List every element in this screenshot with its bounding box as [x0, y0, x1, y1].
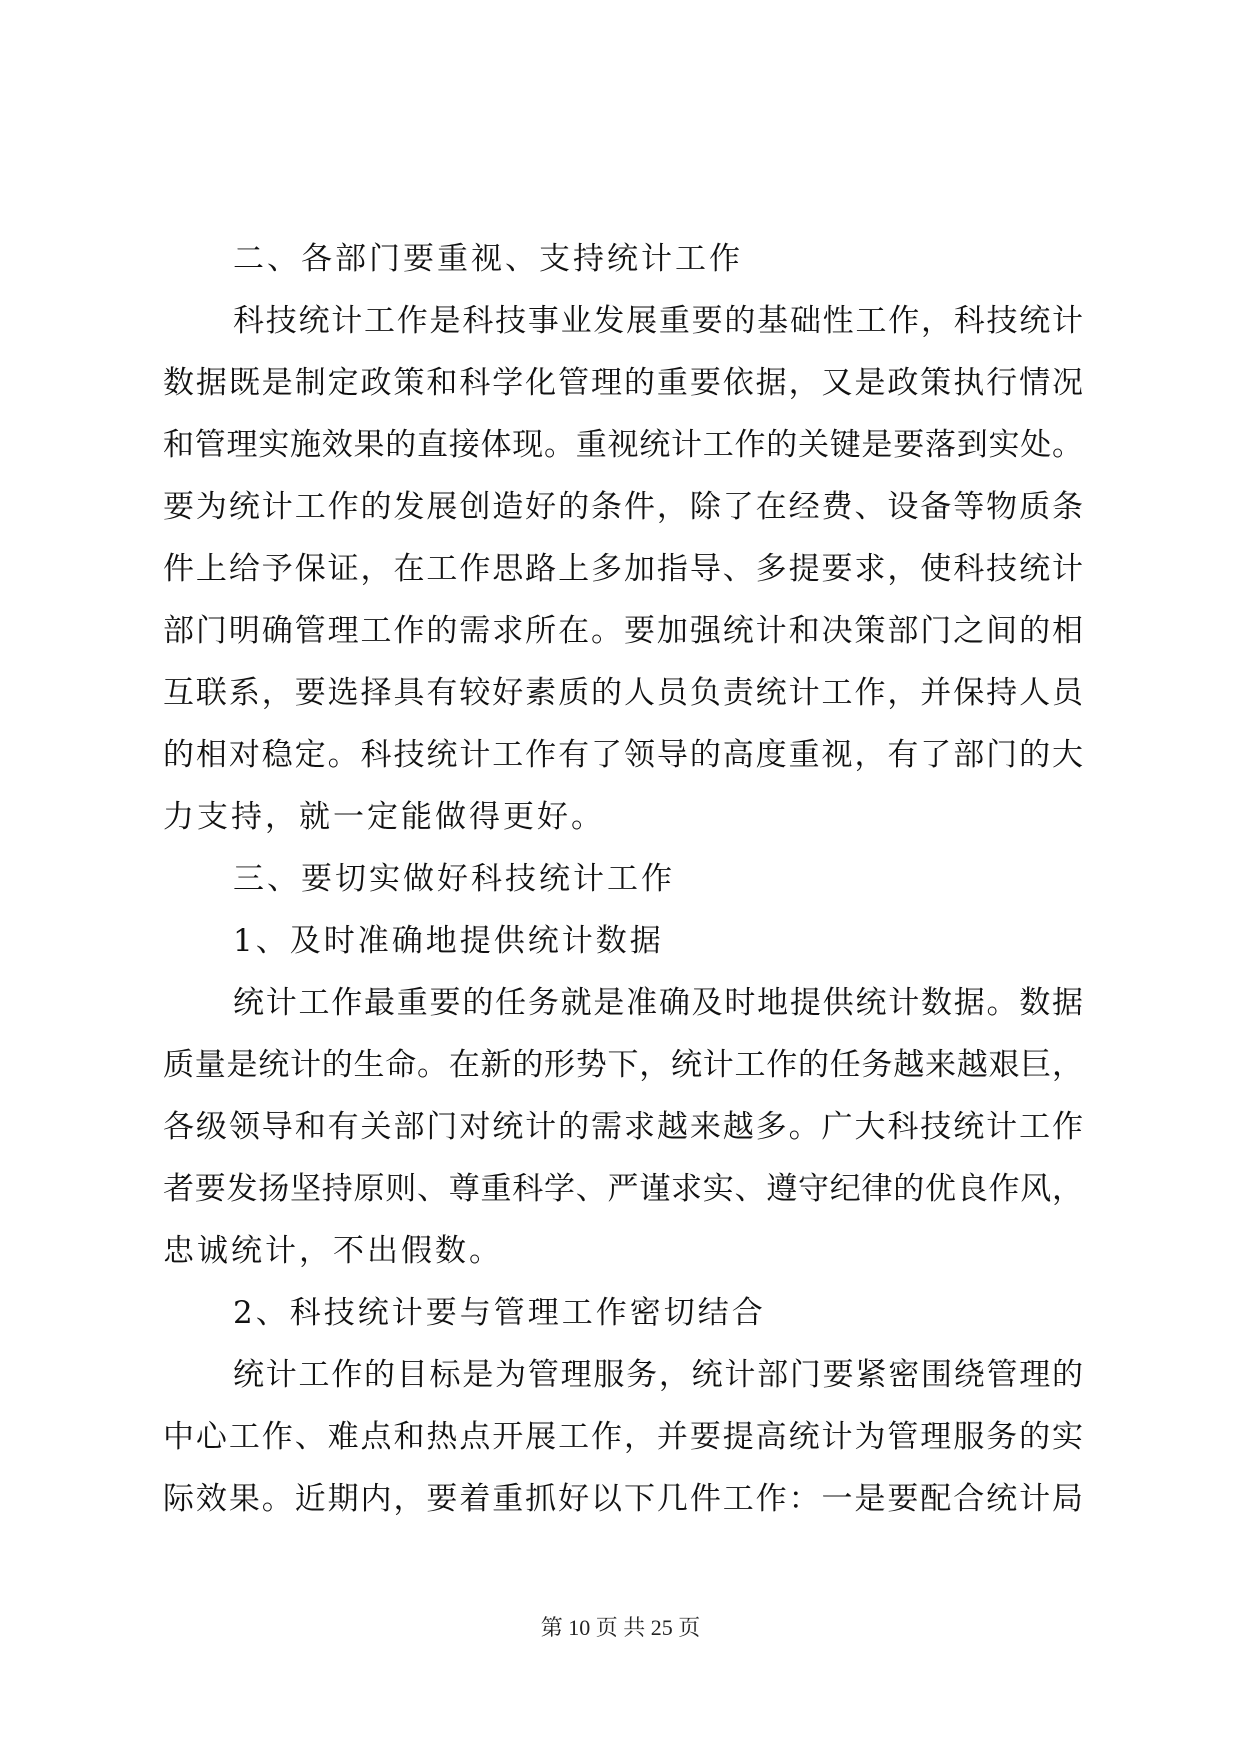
- paragraph-line: 数据既是制定政策和科学化管理的重要依据，又是政策执行情况: [163, 365, 1083, 401]
- section-heading-2: 二、各部门要重视、支持统计工作: [233, 241, 743, 277]
- paragraph-line: 中心工作、难点和热点开展工作，并要提高统计为管理服务的实: [163, 1419, 1083, 1455]
- paragraph-line: 统计工作的目标是为管理服务，统计部门要紧密围绕管理的: [233, 1357, 1083, 1393]
- paragraph-line: 际效果。近期内，要着重抓好以下几件工作：一是要配合统计局: [163, 1481, 1083, 1517]
- paragraph-line: 统计工作最重要的任务就是准确及时地提供统计数据。数据: [233, 985, 1083, 1021]
- paragraph-line: 要为统计工作的发展创造好的条件，除了在经费、设备等物质条: [163, 489, 1083, 525]
- section-heading-3: 三、要切实做好科技统计工作: [233, 861, 675, 897]
- paragraph-line: 科技统计工作是科技事业发展重要的基础性工作，科技统计: [233, 303, 1083, 339]
- subsection-heading-2: 2、科技统计要与管理工作密切结合: [233, 1295, 766, 1331]
- paragraph-line: 忠诚统计，不出假数。: [163, 1233, 503, 1269]
- paragraph-line: 互联系，要选择具有较好素质的人员负责统计工作，并保持人员: [163, 675, 1083, 711]
- paragraph-line: 质量是统计的生命。在新的形势下，统计工作的任务越来越艰巨，: [163, 1047, 1083, 1083]
- paragraph-line: 的相对稳定。科技统计工作有了领导的高度重视，有了部门的大: [163, 737, 1083, 773]
- paragraph-line: 力支持，就一定能做得更好。: [163, 799, 605, 835]
- document-body: [163, 228, 1083, 1530]
- page-number-footer: 第 10 页 共 25 页: [540, 1615, 701, 1640]
- paragraph-line: 件上给予保证，在工作思路上多加指导、多提要求，使科技统计: [163, 551, 1083, 587]
- paragraph-line: 各级领导和有关部门对统计的需求越来越多。广大科技统计工作: [163, 1109, 1083, 1145]
- paragraph-line: 者要发扬坚持原则、尊重科学、严谨求实、遵守纪律的优良作风，: [163, 1171, 1083, 1207]
- paragraph-line: 部门明确管理工作的需求所在。要加强统计和决策部门之间的相: [163, 613, 1083, 649]
- subsection-heading-1: 1、及时准确地提供统计数据: [233, 923, 664, 959]
- paragraph-line: 和管理实施效果的直接体现。重视统计工作的关键是要落到实处。: [163, 427, 1083, 463]
